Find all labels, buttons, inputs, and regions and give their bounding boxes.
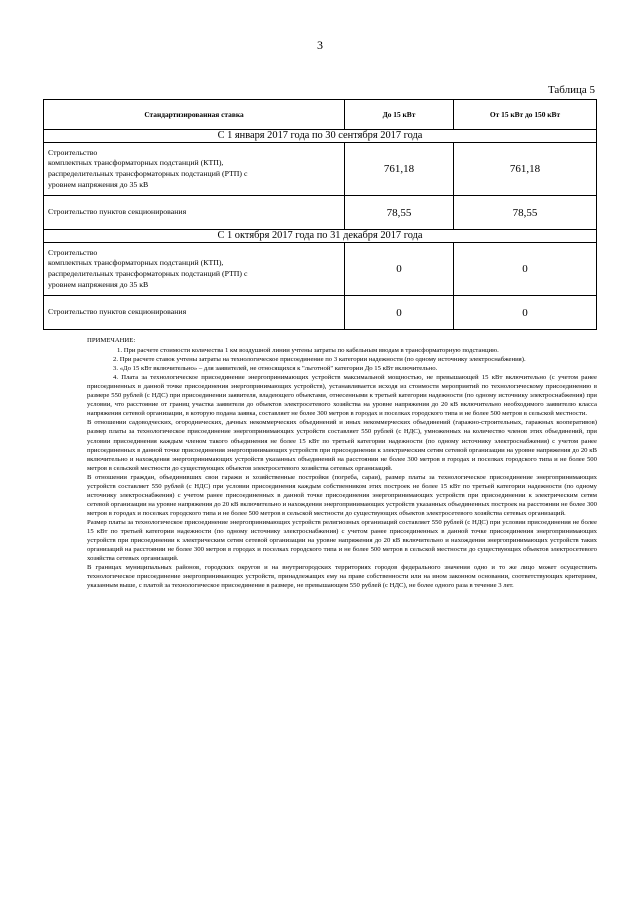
table-row — [44, 196, 597, 230]
rate-name-cell — [44, 196, 345, 230]
rate-name-cell — [44, 243, 345, 296]
note-item-3: 3. «До 15 кВт включительно» – для заявителей, не относящихся к "льготной" категории До 15 кВт включительно. — [113, 365, 438, 373]
note-paragraph-limit: В границах муниципальных районов, городских округов и на внутригородских территориях городов федерального значения одно и то же лицо может осуществить технологическое присоединение энергопринимающих устройств, принадлежащих ему на праве собственности или на ином законном основании, соответствующих критериям, указанным выше, с платой за технологическое присоединение в размере, не превышающем 550 рублей (с НДС), не более одного раза в течение 3 лет. — [87, 564, 597, 590]
notes-heading: ПРИМЕЧАНИЕ: — [87, 337, 136, 344]
note-item-4: 4. Плата за технологическое присоединение энергопринимающих устройств максимальной мощностью, не превышающей 15 кВт включительно (с учетом ранее присоединенных в данной точке присоединения энергопринимающих устройств), устанавливается исходя из стоимости мероприятий по технологическому присоединению в размере 550 рублей (с НДС) при присоединении заявителя, владеющего объектами, отнесенными к третьей категории надежности (по одному источнику электроснабжения) при условии, что расстояние от границ участка заявителя до объектов электросетевого хозяйства на уровне напряжения до 20 кВ включительно необходимого заявителю класса напряжения сетевой организации, в которую подана заявка, составляет не более 300 метров в городах и поселках городского типа и не более 500 метров в сельской местности. — [87, 374, 597, 418]
column-header-15-150kw: От 15 кВт до 150 кВт — [454, 100, 597, 130]
value-15-150kw: 0 — [454, 296, 597, 330]
period-label: С 1 октября 2017 года по 31 декабря 2017 года — [44, 230, 597, 243]
note-item-2: 2. При расчете ставок учтены затраты на технологическое присоединение по 3 категории надежности (по одному источнику электроснабжения). — [113, 356, 526, 364]
period-row — [44, 130, 597, 143]
note-paragraph-religious: Размер платы за технологическое присоединение энергопринимающих устройств религиозных организаций составляет 550 рублей (с НДС) при условии присоединения не более 15 кВт по третьей категории надежности (по одному источнику электроснабжения) с учетом ранее присоединенных в данной точке присоединения энергопринимающих устройств при присоединении к электрическим сетям сетевой организации на уровне напряжения до 20 кВ включительно и нахождения энергопринимающих устройств таких организаций на расстоянии не более 300 метров в городах и поселках городского типа и не более 500 метров в сельской местности до существующих объектов электросетевого хозяйства сетевых организаций. — [87, 518, 597, 563]
rate-name: Строительство комплектных трансформаторных подстанций (КТП), распределительных трансформаторных подстанций (РТП) с уровнем напряжения до 35 кВ — [48, 147, 248, 189]
value-upto-15kw: 761,18 — [345, 143, 454, 196]
notes-section — [87, 336, 597, 590]
column-header-rate: Стандартизированная ставка — [44, 100, 345, 130]
period-row — [44, 230, 597, 243]
note-paragraph-garages: В отношении граждан, объединивших свои гаражи и хозяйственные постройки (погреба, сараи), размер платы за технологическое присоединение энергопринимающих устройств составляет 550 рублей (с НДС) при условии присоединения каждым собственником этих построек не более 15 кВт по третьей категории надежности (по одному источнику электроснабжения) с учетом ранее присоединенных в данной точке присоединения энергопринимающих устройств при присоединении к электрическим сетям сетевой организации на уровне напряжения до 20 кВ включительно и нахождения энергопринимающих устройств указанных объединенных построек на расстоянии не более 300 метров в городах и поселках городского типа и не более 500 метров в сельской местности до существующих объектов электросетевого хозяйства сетевых организаций. — [87, 473, 597, 517]
period-label: С 1 января 2017 года по 30 сентября 2017 года — [44, 130, 597, 143]
rate-name: Строительство пунктов секционирования — [48, 307, 187, 317]
value-upto-15kw: 78,55 — [345, 196, 454, 230]
table-caption: Таблица 5 — [547, 84, 595, 96]
column-header-upto-15kw: До 15 кВт — [345, 100, 454, 130]
table-row — [44, 143, 597, 196]
value-15-150kw: 761,18 — [454, 143, 597, 196]
rate-name-cell — [44, 143, 345, 196]
value-upto-15kw: 0 — [345, 296, 454, 330]
note-item-1: 1. При расчете стоимости количества 1 км воздушной линии учтены затраты по кабельным вводам в трансформаторную подстанцию. — [117, 347, 499, 355]
table-header-row — [44, 100, 597, 130]
note-paragraph-gardening: В отношении садоводческих, огороднических, дачных некоммерческих объединений и иных некоммерческих объединений (гаражно-строительных, гаражных кооперативов) размер платы за технологическое присоединение энергопринимающих устройств составляет 550 рублей (с НДС), умноженных на количество членов этих объединений, при условии присоединения каждым членом такого объединения не более 15 кВт по третьей категории надежности (по одному источнику электроснабжения) с учетом ранее присоединенных в данной точке присоединения энергопринимающих устройств при присоединении к электрическим сетям сетевой организации на уровне напряжения до 20 кВ включительно и нахождения энергопринимающих устройств указанных объединений на расстоянии не более 300 метров в городах и поселках городского типа и не более 500 метров в сельской местности до существующих объектов электросетевого хозяйства сетевых организаций. — [87, 419, 597, 472]
value-upto-15kw: 0 — [345, 243, 454, 296]
value-15-150kw: 78,55 — [454, 196, 597, 230]
page-number: 3 — [317, 38, 323, 52]
tariff-table — [43, 99, 597, 330]
rate-name: Строительство комплектных трансформаторных подстанций (КТП), распределительных трансформаторных подстанций (РТП) с уровнем напряжения до 35 кВ — [48, 247, 248, 289]
table-row — [44, 296, 597, 330]
value-15-150kw: 0 — [454, 243, 597, 296]
rate-name-cell — [44, 296, 345, 330]
rate-name: Строительство пунктов секционирования — [48, 207, 187, 217]
table-row — [44, 243, 597, 296]
